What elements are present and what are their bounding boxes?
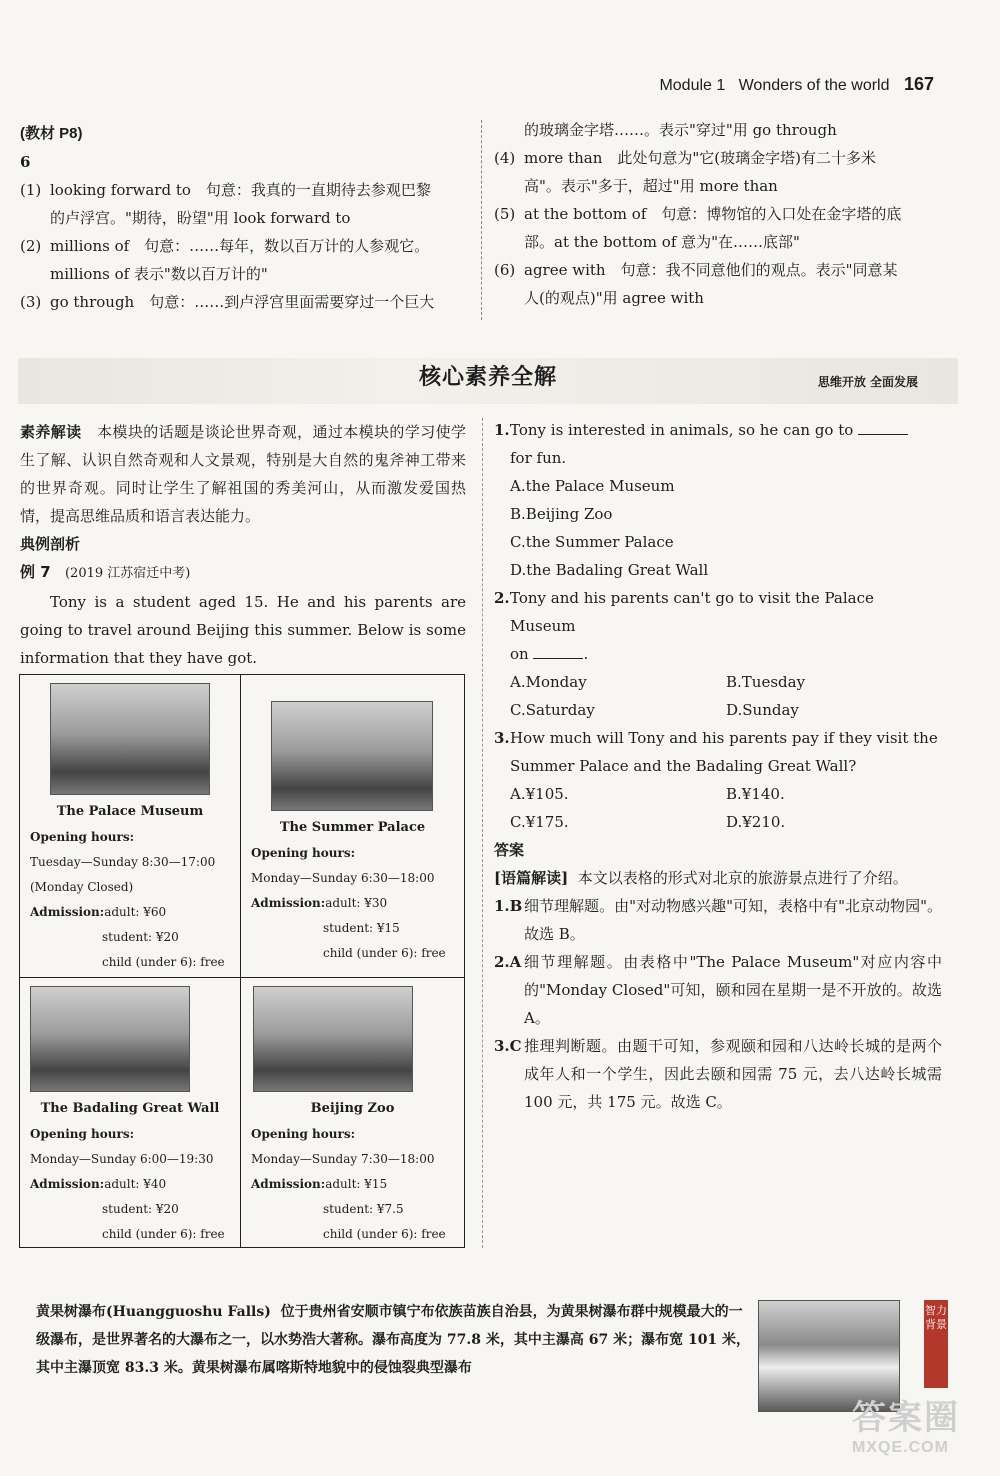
falls-paragraph (36, 1298, 752, 1382)
analysis-text: 本文以表格的形式对北京的旅游景点进行了介绍。 (577, 869, 908, 887)
example-label: 例 7 (20, 563, 51, 581)
price-child: child (under 6): free (102, 1227, 225, 1241)
info-card-beijing-zoo (241, 978, 464, 1247)
answer-explanation (494, 892, 942, 948)
option: B.¥140. (726, 785, 785, 803)
literacy-text: 本模块的话题是谈论世界奇观，通过本模块的学习使学生了解、认识自然奇观和人文景观，特别是大自然的鬼斧神工带来的世界奇观。同时让学生了解祖国的秀美河山，从而激发爱国热情，提高思维品质和语言表达能力。 (20, 423, 466, 525)
item-line: 人(的观点)"用 agree with (524, 289, 704, 307)
section-subtitle: 思维开放 全面发展 (817, 375, 918, 389)
palace-museum-photo (50, 683, 210, 795)
answer-item (20, 176, 468, 232)
column-divider (481, 120, 482, 320)
main-left-column (20, 418, 466, 672)
option: A.¥105. (510, 785, 569, 803)
answer-text: 细节理解题。由"对动物感兴趣"可知，表格中有"北京动物园"。故选 B。 (524, 897, 942, 943)
question-3 (494, 724, 942, 780)
falls-text: 位于贵州省安顺市镇宁布依族苗族自治县，为黄果树瀑布群中规模最大的一级瀑布，是世界著名的大瀑布之一，以水势浩大著称。瀑布高度为 77.8 米，其中主瀑高 67 米；瀑布宽 101 米，其中主瀑顶宽 83.3 米。黄果树瀑布属喀斯特地貌中的侵蚀裂典型瀑布 (36, 1304, 751, 1376)
card-info (251, 841, 446, 966)
answer-explanation (494, 1032, 942, 1116)
question-text: Summer Palace and the Badaling Great Wall? (510, 757, 857, 775)
option: A.Monday (510, 673, 587, 691)
price-adult: adult: ¥30 (325, 896, 388, 910)
item-line: 高"。表示"多于，超过"用 more than (524, 177, 778, 195)
column-divider (482, 418, 483, 1248)
answer-item (494, 200, 944, 256)
beijing-zoo-photo (253, 986, 413, 1092)
answers-heading: 答案 (494, 841, 525, 859)
example-header (20, 558, 466, 588)
info-card-great-wall (20, 978, 240, 1247)
falls-title: 黄果树瀑布(Huangguoshu Falls) (36, 1304, 271, 1320)
hours-value: Monday—Sunday 7:30—18:00 (251, 1152, 435, 1166)
answer-item (494, 256, 944, 312)
answer-blank (858, 420, 908, 435)
passage: Tony is a student aged 15. He and his parents are going to travel around Beijing this summer. Below is some information that they have got. (20, 593, 466, 667)
option: D.the Badaling Great Wall (510, 561, 709, 579)
question-text: How much will Tony and his parents pay if they visit the (510, 729, 938, 747)
info-table (19, 674, 465, 1248)
option: C.Saturday (510, 701, 595, 719)
item-line: go through 句意：……到卢浮宫里面需要穿过一个巨大 (50, 293, 435, 311)
admission-label: Admission: (30, 905, 105, 919)
answer-item (20, 288, 468, 316)
answer-text: 推理判断题。由题干可知，参观颐和园和八达岭长城的是两个成年人和一个学生，因此去颐和园需 75 元，去八达岭长城需 100 元，共 175 元。故选 C。 (524, 1037, 942, 1111)
module-title: Wonders of the world (738, 77, 890, 94)
answer-key: 1.B (494, 897, 523, 915)
card-name: Beijing Zoo (310, 1101, 395, 1116)
question-number: 3. (494, 729, 510, 747)
answer-key: 3.C (494, 1037, 522, 1055)
card-name: The Summer Palace (279, 820, 426, 835)
price-adult: adult: ¥15 (325, 1177, 388, 1191)
price-adult: adult: ¥40 (104, 1177, 167, 1191)
question-number: 2. (494, 589, 510, 607)
question-text: for fun. (510, 449, 567, 467)
option-row (494, 780, 942, 808)
great-wall-photo (30, 986, 190, 1092)
price-adult: adult: ¥60 (104, 905, 167, 919)
continuation-line: 的玻璃金字塔……。表示"穿过"用 go through (524, 121, 837, 139)
hours-label: Opening hours: (30, 1127, 135, 1141)
item-line: at the bottom of 句意：博物馆的入口处在金字塔的底 (524, 205, 902, 223)
top-right-column (494, 116, 944, 312)
item-number: (6) (494, 261, 516, 279)
option-row (494, 808, 942, 836)
answer-blank (533, 644, 583, 659)
card-info (30, 825, 225, 975)
background-knowledge-box (20, 1288, 960, 1428)
price-student: student: ¥15 (323, 921, 400, 935)
answer-item (494, 144, 944, 200)
card-name: The Badaling Great Wall (40, 1101, 220, 1116)
card-info (251, 1122, 446, 1247)
item-line: agree with 句意：我不同意他们的观点。表示"同意某 (524, 261, 898, 279)
watermark-logo: 答案圈 (852, 1399, 960, 1437)
admission-label: Admission: (251, 1177, 326, 1191)
item-line: millions of 句意：……每年，数以百万计的人参观它。 (50, 237, 430, 255)
answer-text: 细节理解题。由表格中"The Palace Museum"对应内容中的"Monday Closed"可知，颐和园在星期一是不开放的。故选 A。 (524, 953, 942, 1027)
answer-item (20, 232, 468, 288)
item-line: 部。at the bottom of 意为"在……底部" (524, 233, 800, 251)
exercise-number: 6 (20, 153, 31, 171)
question-text: Tony and his parents can't go to visit the Palace Museum (510, 589, 874, 635)
price-student: student: ¥20 (102, 930, 179, 944)
item-number: (1) (20, 181, 42, 199)
option-row (494, 696, 942, 724)
item-number: (2) (20, 237, 42, 255)
item-number: (3) (20, 293, 42, 311)
top-left-column (20, 120, 468, 316)
price-student: student: ¥7.5 (323, 1202, 404, 1216)
price-child: child (under 6): free (323, 946, 446, 960)
analysis-label: [语篇解读] (494, 869, 569, 887)
price-child: child (under 6): free (102, 955, 225, 969)
running-header (659, 70, 934, 100)
analysis (494, 864, 942, 892)
question-number: 1. (494, 421, 510, 439)
section-title: 核心素养全解 (418, 365, 557, 390)
hours-note: (Monday Closed) (30, 880, 134, 894)
card-info (30, 1122, 225, 1247)
item-line: millions of 表示"数以百万计的" (50, 265, 268, 283)
question-text: Tony is interested in animals, so he can go to (510, 421, 854, 439)
card-name: The Palace Museum (56, 804, 204, 819)
waterfall-photo (758, 1300, 900, 1412)
question-1 (494, 416, 942, 472)
hours-label: Opening hours: (30, 830, 135, 844)
price-child: child (under 6): free (323, 1227, 446, 1241)
question-text: on (510, 645, 529, 663)
hours-value: Tuesday—Sunday 8:30—17:00 (30, 855, 216, 869)
hours-value: Monday—Sunday 6:30—18:00 (251, 871, 435, 885)
item-line: more than 此处句意为"它(玻璃金字塔)有二十多米 (524, 149, 876, 167)
page-number: 167 (903, 74, 934, 94)
literacy-label: 素养解读 (20, 423, 82, 441)
source-ref: (教材 P8) (20, 125, 83, 142)
admission-label: Admission: (251, 896, 326, 910)
side-tag: 智力背景 (924, 1300, 948, 1388)
hours-value: Monday—Sunday 6:00—19:30 (30, 1152, 214, 1166)
summer-palace-photo (271, 701, 433, 811)
question-2: 2. Tony and his parents can't go to visit the Palace Museum on . (494, 584, 942, 668)
option: C.¥175. (510, 813, 569, 831)
hours-label: Opening hours: (251, 1127, 356, 1141)
watermark-url: MXQE.COM (852, 1439, 949, 1456)
example-heading: 典例剖析 (20, 535, 81, 553)
info-card-summer-palace (241, 675, 464, 977)
module-label: Module 1 (659, 77, 726, 94)
item-number: (5) (494, 205, 516, 223)
option-row (494, 668, 942, 696)
item-line: 的卢浮宫。"期待，盼望"用 look forward to (50, 209, 351, 227)
option: D.Sunday (726, 701, 799, 719)
main-right-column (494, 416, 942, 1116)
literacy-paragraph (20, 418, 466, 530)
example-source: (2019 江苏宿迁中考) (64, 566, 191, 581)
option: A.the Palace Museum (510, 477, 675, 495)
answer-key: 2.A (494, 953, 522, 971)
section-banner (18, 358, 958, 404)
hours-label: Opening hours: (251, 846, 356, 860)
option: B.Tuesday (726, 673, 806, 691)
option: C.the Summer Palace (510, 533, 674, 551)
price-student: student: ¥20 (102, 1202, 179, 1216)
option: D.¥210. (726, 813, 786, 831)
admission-label: Admission: (30, 1177, 105, 1191)
item-line: looking forward to 句意：我真的一直期待去参观巴黎 (50, 181, 431, 199)
info-card-palace-museum (20, 675, 240, 977)
answer-explanation (494, 948, 942, 1032)
watermark (852, 1398, 992, 1470)
item-number: (4) (494, 149, 516, 167)
option: B.Beijing Zoo (510, 505, 613, 523)
